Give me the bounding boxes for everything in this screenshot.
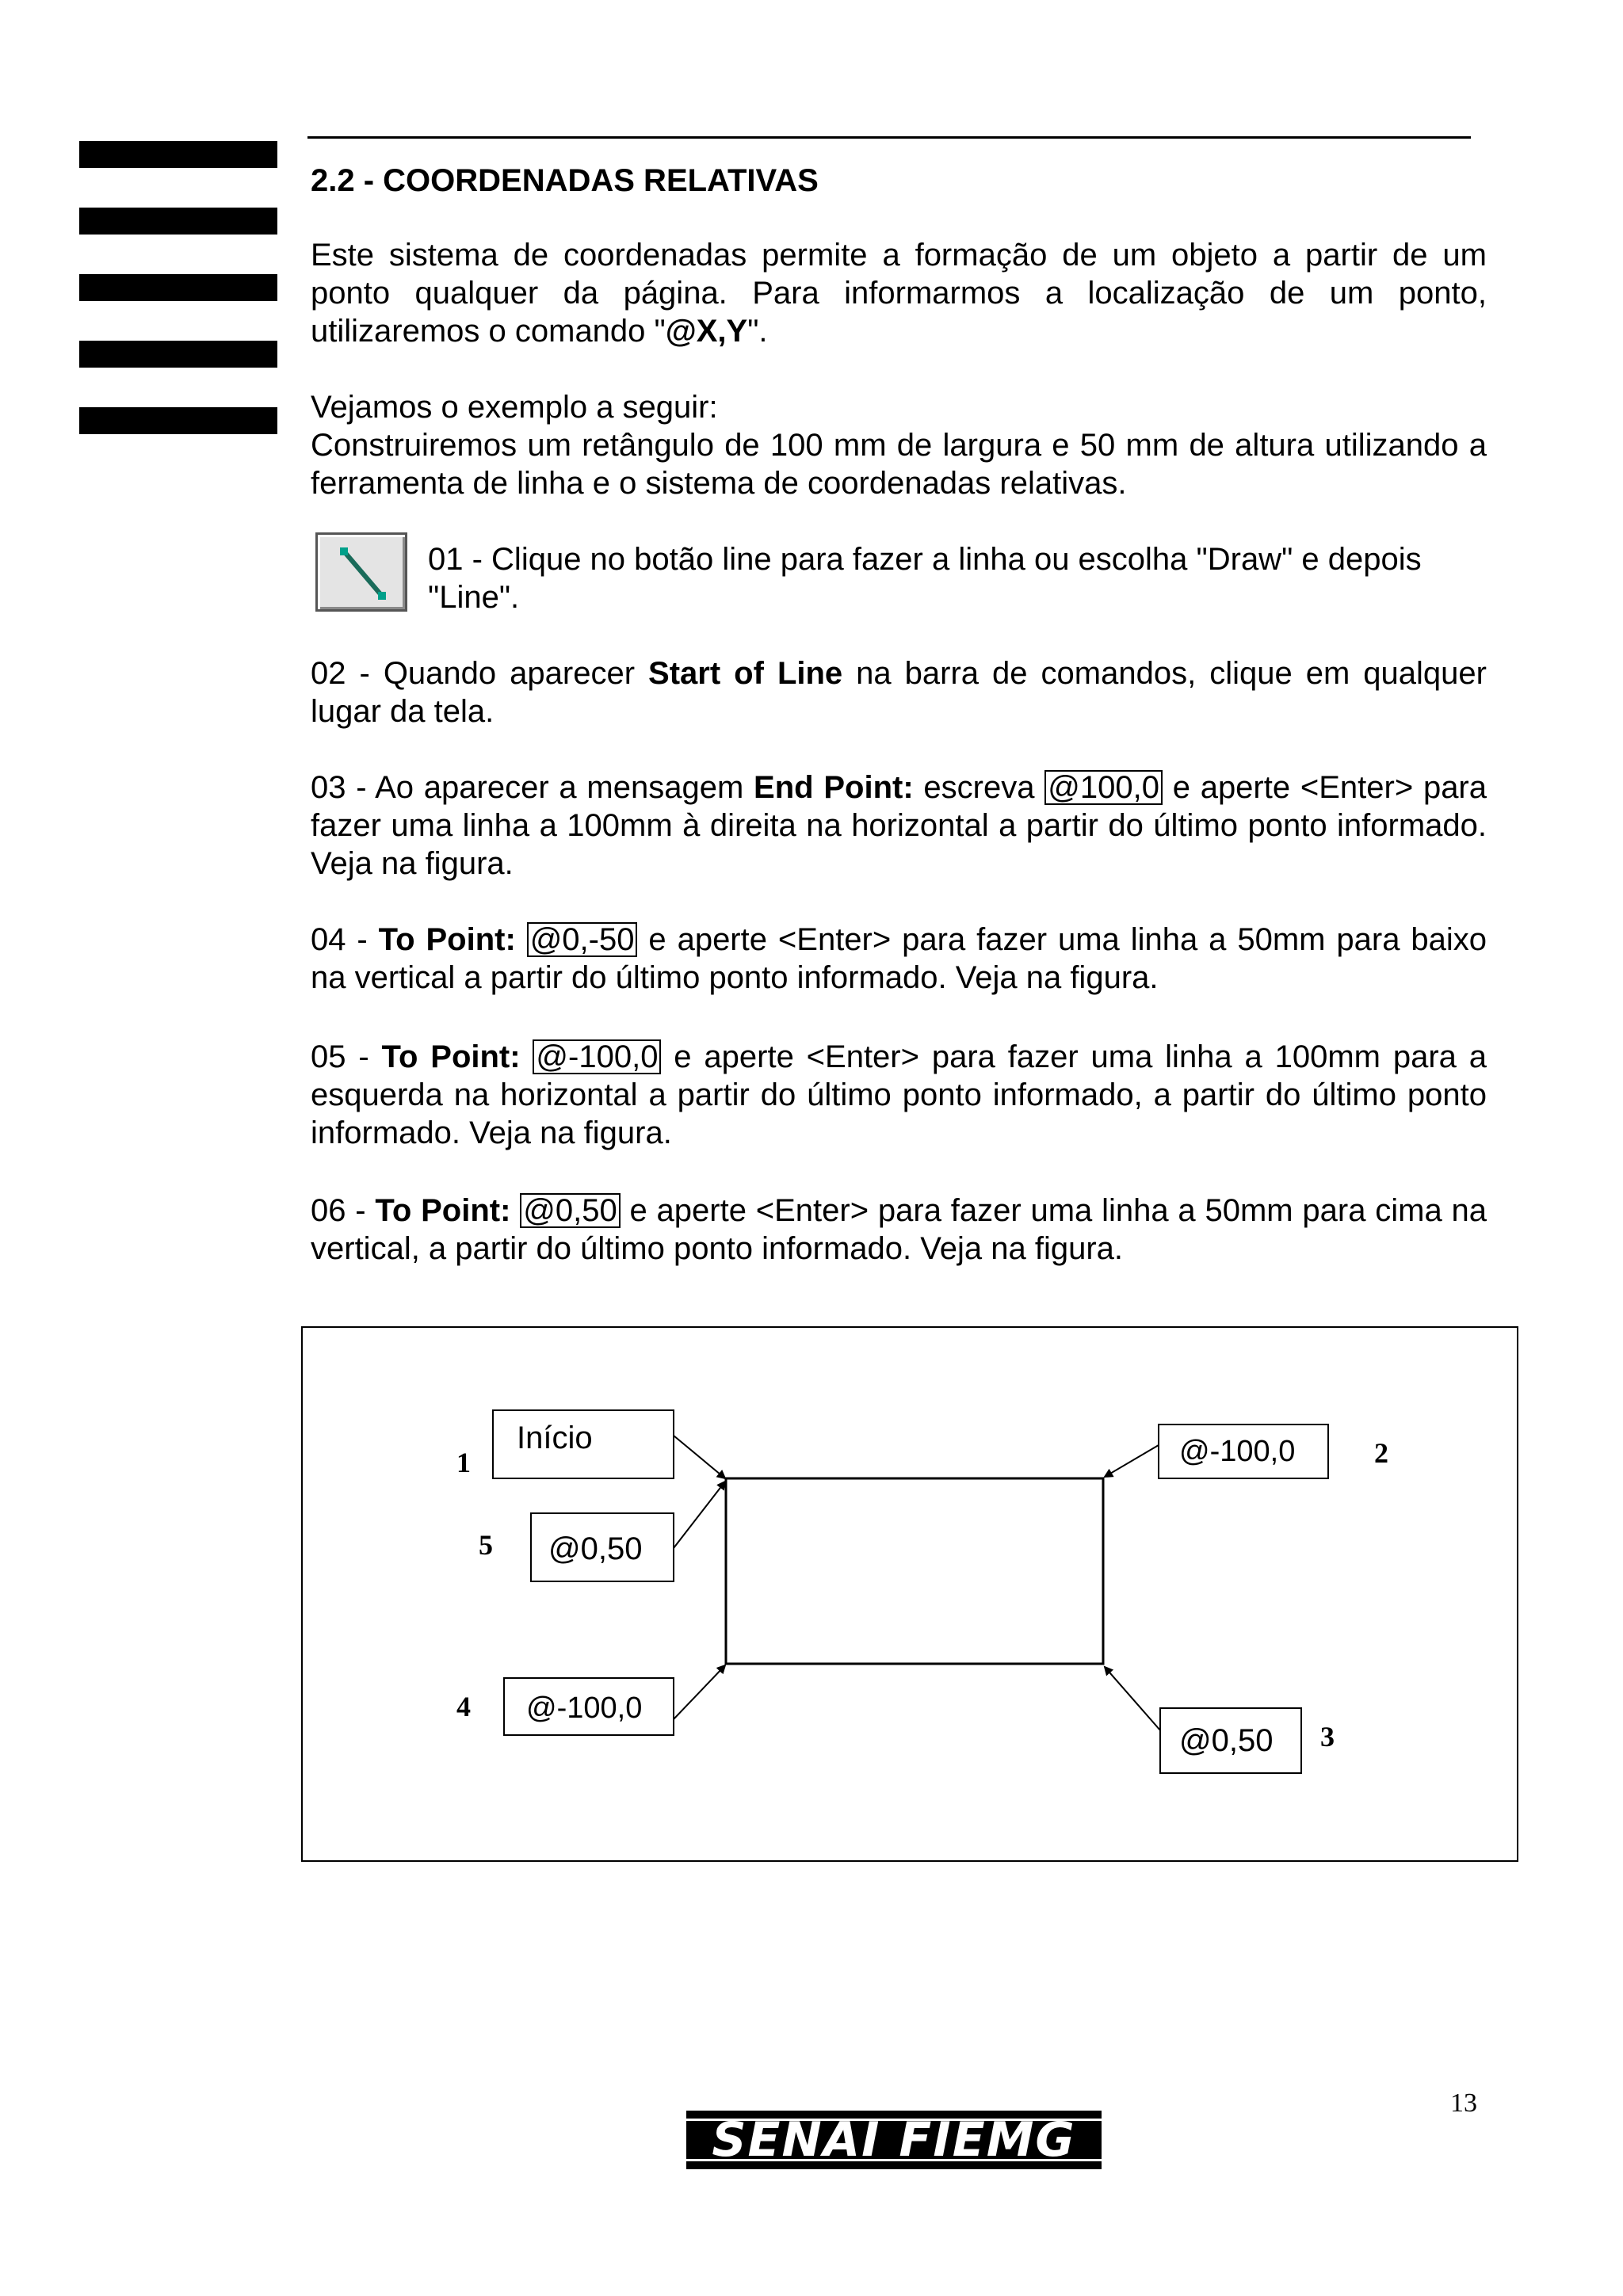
step-02 bbox=[311, 654, 1487, 730]
step-04-keyword: To Point: bbox=[378, 922, 516, 957]
label-5: @0,50 bbox=[548, 1531, 643, 1566]
step-06 bbox=[311, 1192, 1487, 1268]
step-04 bbox=[311, 921, 1487, 997]
step-06-text: 06 - bbox=[311, 1193, 376, 1228]
step-05-text: 05 - bbox=[311, 1039, 382, 1074]
step-05-text-end: e aperte <Enter> para fazer uma linha a 100mm para a esquerda na horizontal a partir do último ponto informado, a partir do último ponto informado. Veja na figura. bbox=[311, 1039, 1487, 1150]
step-01: 01 - Clique no botão line para fazer a linha ou escolha "Draw" e depois "Line". bbox=[428, 542, 1422, 615]
step-06-keyword: To Point: bbox=[375, 1193, 511, 1228]
example-line1: Vejamos o exemplo a seguir: bbox=[311, 390, 718, 425]
example-description bbox=[311, 426, 1487, 502]
section-heading: 2.2 - COORDENADAS RELATIVAS bbox=[311, 163, 819, 198]
diagram-canvas bbox=[303, 1328, 1520, 1863]
label-inicio: Início bbox=[517, 1421, 593, 1455]
drawn-rectangle bbox=[726, 1478, 1103, 1664]
step-02-text-end: na barra de comandos, clique em qualquer lugar da tela. bbox=[311, 656, 1487, 729]
step-number-2: 2 bbox=[1374, 1437, 1388, 1469]
step-03-command-box: @100,0 bbox=[1044, 770, 1163, 805]
intro-paragraph bbox=[311, 236, 1487, 350]
margin-bar bbox=[79, 274, 277, 301]
step-04-text: 04 - bbox=[311, 922, 379, 957]
margin-bar bbox=[79, 141, 277, 168]
label-3: @0,50 bbox=[1179, 1723, 1274, 1758]
step-05-command-box: @-100,0 bbox=[533, 1039, 661, 1074]
step-02-text: 02 - Quando aparecer bbox=[311, 656, 649, 691]
page-number: 13 bbox=[1450, 2088, 1477, 2118]
step-03-keyword: End Point: bbox=[754, 770, 914, 805]
step-03-text-mid: escreva bbox=[913, 770, 1045, 805]
margin-bar bbox=[79, 341, 277, 368]
step-number-4: 4 bbox=[456, 1691, 471, 1722]
step-02-keyword: Start of Line bbox=[648, 656, 843, 691]
example-intro bbox=[311, 388, 1487, 426]
example-line2: Construiremos um retângulo de 100 mm de largura e 50 mm de altura utilizando a ferramenta de linha e o sistema de coordenadas relativas. bbox=[311, 428, 1487, 501]
step-03 bbox=[311, 769, 1487, 883]
arrow-4 bbox=[674, 1665, 725, 1719]
step-06-command-box: @0,50 bbox=[520, 1193, 620, 1228]
step-03-text: 03 - Ao aparecer a mensagem bbox=[311, 770, 754, 805]
step-06-text-end: e aperte <Enter> para fazer uma linha a 50mm para cima na vertical, a partir do último ponto informado. Veja na figura. bbox=[311, 1193, 1487, 1266]
senai-fiemg-logo bbox=[686, 2111, 1102, 2169]
header-rule bbox=[307, 136, 1471, 139]
arrow-3 bbox=[1105, 1667, 1160, 1730]
margin-bar bbox=[79, 208, 277, 235]
step-number-5: 5 bbox=[479, 1529, 493, 1561]
logo-text: SENAI FIEMG bbox=[712, 2112, 1076, 2168]
rectangle-diagram bbox=[301, 1326, 1518, 1862]
label-2: @-100,0 bbox=[1179, 1435, 1296, 1468]
arrow-5 bbox=[674, 1482, 725, 1548]
step-03-text-end: e aperte <Enter> para fazer uma linha a 100mm à direita na horizontal a partir do último ponto informado. Veja na figura. bbox=[311, 770, 1487, 881]
step-number-1: 1 bbox=[456, 1447, 471, 1478]
label-4: @-100,0 bbox=[526, 1691, 643, 1725]
step-05 bbox=[311, 1038, 1487, 1152]
intro-text: Este sistema de coordenadas permite a formação de um objeto a partir de um ponto qualquer da página. Para informarmos a localização de um ponto, utilizaremos o comando " bbox=[311, 238, 1487, 349]
step-number-3: 3 bbox=[1320, 1721, 1335, 1753]
margin-bar bbox=[79, 407, 277, 434]
step-04-command-box: @0,-50 bbox=[527, 922, 638, 957]
line-tool-button[interactable] bbox=[315, 532, 407, 612]
arrow-1 bbox=[674, 1436, 725, 1478]
intro-text-end: ". bbox=[747, 314, 768, 349]
step-04-text-end: e aperte <Enter> para fazer uma linha a 50mm para baixo na vertical a partir do último ponto informado. Veja na figura. bbox=[311, 922, 1487, 995]
step-05-keyword: To Point: bbox=[381, 1039, 521, 1074]
arrow-2 bbox=[1105, 1445, 1159, 1477]
command-syntax: @X,Y bbox=[665, 314, 748, 349]
line-tool-icon bbox=[318, 535, 410, 614]
